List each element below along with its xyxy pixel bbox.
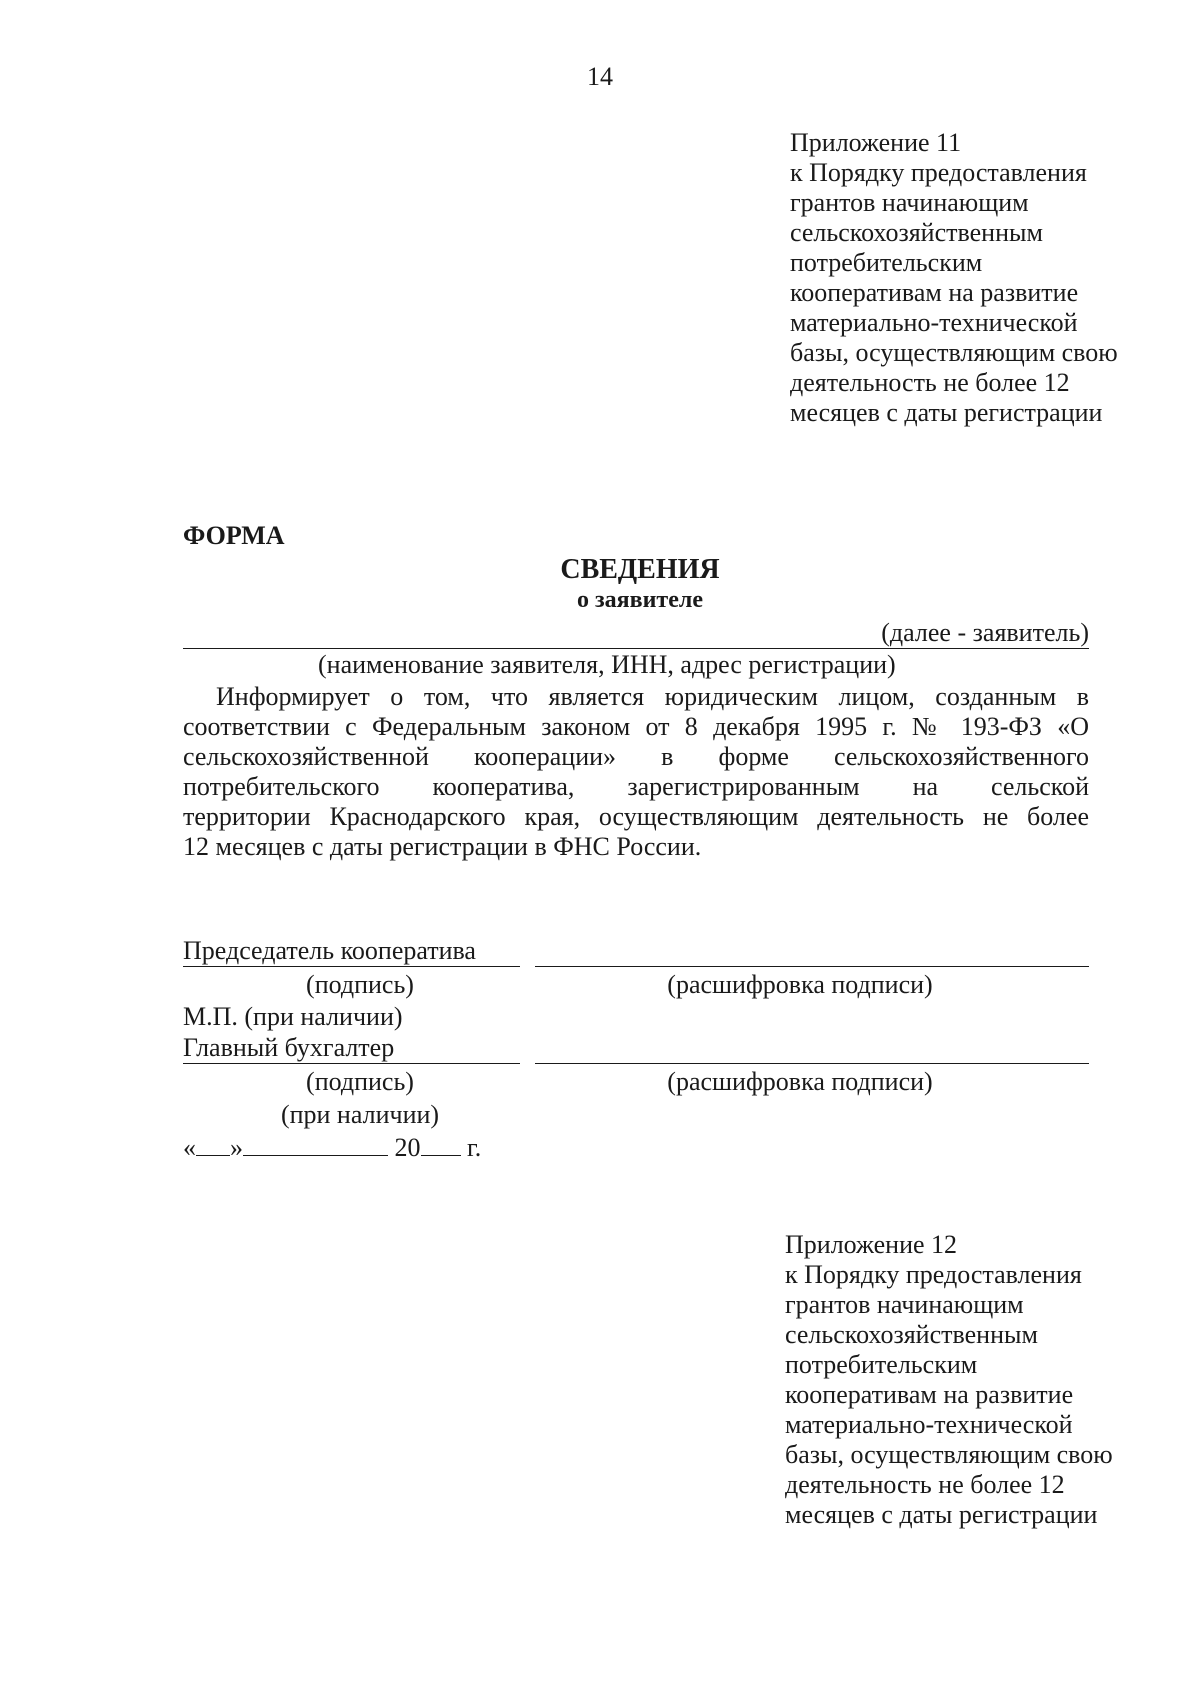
chairman-decoding-caption: (расшифровка подписи) xyxy=(667,970,933,999)
document-title: СВЕДЕНИЯ xyxy=(560,554,720,585)
chairman-label: Председатель кооператива xyxy=(183,936,520,967)
year-prefix: 20 xyxy=(394,1133,421,1162)
appendix-line: месяцев с даты регистрации xyxy=(785,1500,1098,1529)
appendix-line: Приложение 12 xyxy=(785,1230,958,1259)
accountant-label: Главный бухгалтер xyxy=(183,1033,520,1064)
appendix-line: материально-технической xyxy=(790,308,1078,337)
appendix-line: кооперативам на развитие xyxy=(790,278,1079,307)
stamp-label: М.П. (при наличии) xyxy=(183,1002,403,1031)
appendix-12-block xyxy=(785,1230,1145,1530)
appendix-line: потребительским xyxy=(790,248,983,277)
body-line: Информирует о том, что является юридическим лицом, созданным в xyxy=(216,682,1089,711)
appendix-line: кооперативам на развитие xyxy=(785,1380,1074,1409)
appendix-line: к Порядку предоставления xyxy=(790,158,1087,187)
appendix-line: базы, осуществляющим свою xyxy=(790,338,1118,367)
form-label: ФОРМА xyxy=(183,521,285,550)
appendix-line: грантов начинающим xyxy=(790,188,1029,217)
date-open-quote: « xyxy=(183,1133,196,1162)
appendix-line: материально-технической xyxy=(785,1410,1073,1439)
appendix-line: Приложение 11 xyxy=(790,128,962,157)
chairman-decoding-line[interactable] xyxy=(535,965,1089,967)
body-paragraph xyxy=(183,682,1089,862)
appendix-line: сельскохозяйственным xyxy=(790,218,1043,247)
body-line: территории Краснодарского края, осуществляющим деятельность не более xyxy=(183,802,1089,831)
year-suffix: г. xyxy=(467,1133,482,1162)
applicant-name-field[interactable] xyxy=(183,618,1089,649)
appendix-line: месяцев с даты регистрации xyxy=(790,398,1103,427)
accountant-if-available: (при наличии) xyxy=(280,1100,440,1129)
date-close-quote: » xyxy=(230,1133,243,1162)
applicant-suffix: (далее - заявитель) xyxy=(881,618,1089,647)
applicant-caption: (наименование заявителя, ИНН, адрес регистрации) xyxy=(318,650,896,679)
accountant-decoding-caption: (расшифровка подписи) xyxy=(667,1067,933,1096)
month-blank[interactable] xyxy=(243,1133,388,1156)
appendix-line: к Порядку предоставления xyxy=(785,1260,1082,1289)
appendix-line: базы, осуществляющим свою xyxy=(785,1440,1113,1469)
body-line: сельскохозяйственной кооперации» в форме сельскохозяйственного xyxy=(183,742,1089,771)
appendix-line: сельскохозяйственным xyxy=(785,1320,1038,1349)
year-blank[interactable] xyxy=(421,1133,461,1156)
date-line xyxy=(183,1133,481,1163)
chairman-signature-caption: (подпись) xyxy=(306,970,414,999)
page-number: 14 xyxy=(587,62,613,91)
appendix-line: деятельность не более 12 xyxy=(790,368,1070,397)
day-blank[interactable] xyxy=(196,1133,230,1156)
body-line: 12 месяцев с даты регистрации в ФНС России. xyxy=(183,832,702,861)
appendix-line: деятельность не более 12 xyxy=(785,1470,1065,1499)
document-subtitle: о заявителе xyxy=(577,587,703,613)
body-line: соответствии с Федеральным законом от 8 декабря 1995 г. № 193-ФЗ «О xyxy=(183,712,1089,741)
appendix-11-block xyxy=(790,128,1150,428)
accountant-signature-caption: (подпись) xyxy=(306,1067,414,1096)
accountant-decoding-line[interactable] xyxy=(535,1062,1089,1064)
appendix-line: грантов начинающим xyxy=(785,1290,1024,1319)
body-line: потребительского кооператива, зарегистрированным на сельской xyxy=(183,772,1089,801)
appendix-line: потребительским xyxy=(785,1350,978,1379)
